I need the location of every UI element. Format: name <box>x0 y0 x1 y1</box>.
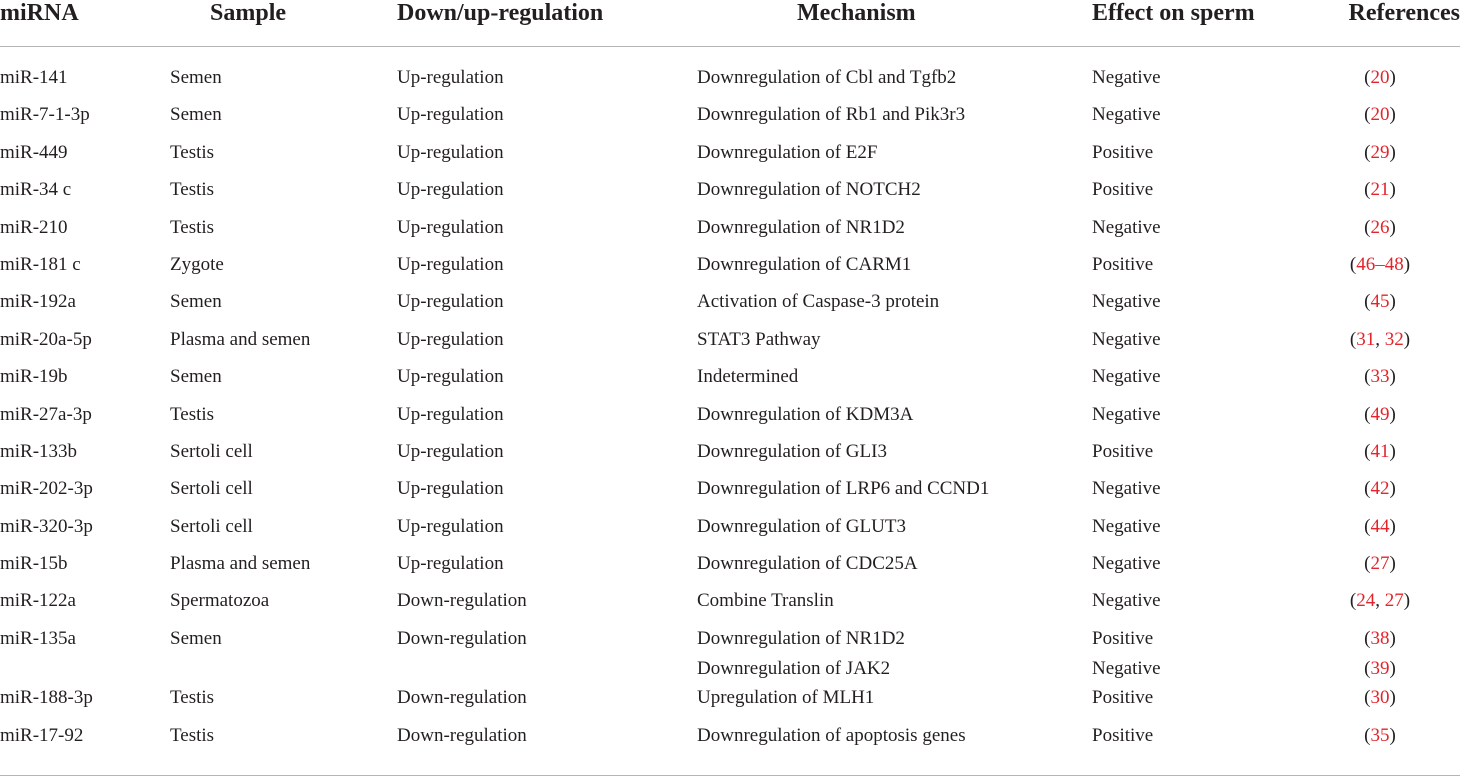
cell-mechanism <box>697 400 1092 437</box>
reference-link[interactable]: 41 <box>1370 440 1390 462</box>
cell-regulation: Down-regulation <box>397 627 527 649</box>
cell-sample: Spermatozoa <box>170 590 270 612</box>
cell-references <box>1272 624 1460 683</box>
cell-mechanism <box>697 624 1092 683</box>
cell-mirna: miR-19b <box>0 366 68 388</box>
table-row <box>0 100 1460 137</box>
reference-group: (42) <box>1364 478 1396 500</box>
cell-mirna: miR-15b <box>0 553 68 575</box>
cell-mirna: miR-202-3p <box>0 478 93 500</box>
reference-group: (20) <box>1364 104 1396 126</box>
cell-references <box>1272 437 1460 474</box>
reference-group: (20) <box>1364 67 1396 88</box>
cell-sample: Sertoli cell <box>170 515 253 537</box>
cell-regulation: Up-regulation <box>397 104 504 126</box>
cell-regulation: Up-regulation <box>397 141 504 163</box>
reference-link[interactable]: 32 <box>1384 328 1404 350</box>
cell-effect <box>1092 362 1272 399</box>
cell-sample: Semen <box>170 291 222 313</box>
cell-references <box>1272 287 1460 324</box>
reference-link[interactable]: 29 <box>1370 141 1390 163</box>
cell-mirna: miR-135a <box>0 627 76 649</box>
cell-effect <box>1092 213 1272 250</box>
cell-references <box>1272 175 1460 212</box>
table-row <box>0 512 1460 549</box>
cell-references <box>1272 362 1460 399</box>
cell-mechanism <box>697 287 1092 324</box>
cell-mirna: miR-320-3p <box>0 515 93 537</box>
cell-regulation: Down-regulation <box>397 687 527 709</box>
cell-regulation: Up-regulation <box>397 440 504 462</box>
cell-mirna: miR-122a <box>0 590 76 612</box>
mechanism-text: Downregulation of NR1D2 <box>697 627 905 649</box>
header-regulation: Down/up-regulation <box>397 0 697 47</box>
effect-text: Negative <box>1092 478 1161 500</box>
mechanism-text: Downregulation of JAK2 <box>697 657 891 679</box>
reference-link[interactable]: 26 <box>1370 216 1390 238</box>
table-row <box>0 437 1460 474</box>
cell-references <box>1272 549 1460 586</box>
reference-link[interactable]: 39 <box>1370 657 1390 679</box>
effect-text: Negative <box>1092 590 1161 612</box>
effect-text: Negative <box>1092 366 1161 388</box>
table-body <box>0 47 1460 776</box>
cell-effect <box>1092 400 1272 437</box>
table-row <box>0 138 1460 175</box>
mechanism-text: Upregulation of MLH1 <box>697 687 875 709</box>
table-row <box>0 624 1460 683</box>
effect-text: Negative <box>1092 657 1161 679</box>
cell-mirna: miR-141 <box>0 67 68 88</box>
cell-sample: Testis <box>170 179 215 201</box>
cell-sample: Semen <box>170 627 222 649</box>
header-effect: Effect on sperm <box>1092 0 1272 47</box>
mechanism-text: Indetermined <box>697 366 799 388</box>
effect-text: Negative <box>1092 67 1161 88</box>
cell-references <box>1272 213 1460 250</box>
cell-mechanism <box>697 362 1092 399</box>
header-sample: Sample <box>170 0 397 47</box>
table-row <box>0 47 1460 101</box>
cell-sample: Testis <box>170 216 215 238</box>
mechanism-text: Combine Translin <box>697 590 834 612</box>
cell-mechanism <box>697 437 1092 474</box>
cell-effect <box>1092 683 1272 720</box>
table-row <box>0 325 1460 362</box>
effect-text: Negative <box>1092 553 1161 575</box>
cell-sample: Plasma and semen <box>170 553 311 575</box>
cell-references <box>1272 138 1460 175</box>
cell-effect <box>1092 549 1272 586</box>
effect-text: Positive <box>1092 724 1154 746</box>
mechanism-text: Downregulation of GLUT3 <box>697 515 906 537</box>
cell-regulation: Up-regulation <box>397 366 504 388</box>
cell-mirna: miR-181 c <box>0 253 81 275</box>
cell-references <box>1272 683 1460 720</box>
cell-sample: Semen <box>170 67 222 88</box>
reference-group: (45) <box>1364 291 1396 313</box>
effect-text: Positive <box>1092 141 1154 163</box>
cell-references <box>1272 512 1460 549</box>
reference-link[interactable]: 20 <box>1370 67 1390 88</box>
reference-link[interactable]: 31 <box>1356 328 1376 350</box>
cell-regulation: Up-regulation <box>397 253 504 275</box>
cell-regulation: Down-regulation <box>397 721 697 776</box>
mechanism-text: Downregulation of NR1D2 <box>697 216 905 238</box>
cell-sample: Semen <box>170 104 222 126</box>
mechanism-text: Downregulation of Rb1 and Pik3r3 <box>697 104 966 126</box>
cell-regulation: Up-regulation <box>397 216 504 238</box>
cell-regulation: Up-regulation <box>397 328 504 350</box>
reference-group: (39) <box>1364 657 1396 679</box>
effect-text: Negative <box>1092 291 1161 313</box>
cell-mechanism <box>697 721 1092 776</box>
cell-sample: Plasma and semen <box>170 328 311 350</box>
cell-regulation: Up-regulation <box>397 67 504 88</box>
cell-mechanism <box>697 47 1092 101</box>
cell-mechanism <box>697 586 1092 623</box>
cell-mirna: miR-133b <box>0 440 78 462</box>
reference-link[interactable]: 42 <box>1370 478 1390 500</box>
reference-group: (49) <box>1364 403 1396 425</box>
cell-sample: Testis <box>170 141 215 163</box>
cell-sample: Semen <box>170 366 222 388</box>
effect-text: Negative <box>1092 216 1161 238</box>
cell-effect <box>1092 325 1272 362</box>
reference-link[interactable]: 44 <box>1370 515 1390 537</box>
cell-sample: Sertoli cell <box>170 440 253 462</box>
table-row <box>0 400 1460 437</box>
cell-effect <box>1092 175 1272 212</box>
table-row <box>0 549 1460 586</box>
mechanism-text: Downregulation of KDM3A <box>697 403 914 425</box>
table-row <box>0 250 1460 287</box>
cell-effect <box>1092 138 1272 175</box>
header-row <box>0 0 1460 47</box>
table-row <box>0 683 1460 720</box>
cell-mechanism <box>697 100 1092 137</box>
effect-text: Negative <box>1092 515 1161 537</box>
cell-mechanism <box>697 325 1092 362</box>
table-row <box>0 362 1460 399</box>
reference-link[interactable]: 27 <box>1384 590 1404 612</box>
cell-mirna: miR-7-1-3p <box>0 104 90 126</box>
cell-sample: Testis <box>170 721 397 776</box>
reference-group: (26) <box>1364 216 1396 238</box>
effect-text: Negative <box>1092 328 1161 350</box>
table-row <box>0 721 1460 776</box>
effect-text: Positive <box>1092 440 1154 462</box>
cell-mirna: miR-188-3p <box>0 687 93 709</box>
cell-sample: Testis <box>170 403 215 425</box>
cell-effect <box>1092 437 1272 474</box>
reference-link[interactable]: 33 <box>1370 366 1390 388</box>
mechanism-text: Downregulation of CDC25A <box>697 553 918 575</box>
cell-mechanism <box>697 213 1092 250</box>
cell-effect <box>1092 250 1272 287</box>
table-header <box>0 0 1460 47</box>
reference-link[interactable]: 46–48 <box>1356 253 1404 275</box>
mechanism-text: Activation of Caspase-3 protein <box>697 291 940 313</box>
table-row <box>0 213 1460 250</box>
cell-references <box>1272 47 1460 101</box>
cell-regulation: Up-regulation <box>397 179 504 201</box>
effect-text: Negative <box>1092 403 1161 425</box>
cell-mechanism <box>697 138 1092 175</box>
cell-effect <box>1092 512 1272 549</box>
mechanism-text: Downregulation of GLI3 <box>697 440 887 462</box>
cell-regulation: Up-regulation <box>397 478 504 500</box>
table-row <box>0 175 1460 212</box>
reference-link[interactable]: 35 <box>1370 724 1390 746</box>
reference-group: (44) <box>1364 515 1396 537</box>
cell-effect <box>1092 586 1272 623</box>
table-row <box>0 474 1460 511</box>
reference-group: (46–48) <box>1349 253 1411 275</box>
cell-mirna: miR-27a-3p <box>0 403 92 425</box>
cell-references <box>1272 100 1460 137</box>
cell-mirna: miR-210 <box>0 216 68 238</box>
cell-regulation: Up-regulation <box>397 553 504 575</box>
cell-references <box>1272 721 1460 776</box>
reference-group: (27) <box>1364 553 1396 575</box>
table-row <box>0 287 1460 324</box>
reference-group: (41) <box>1364 440 1396 462</box>
cell-effect <box>1092 47 1272 101</box>
table-row <box>0 586 1460 623</box>
cell-effect <box>1092 100 1272 137</box>
mechanism-text: Downregulation of E2F <box>697 141 878 163</box>
cell-regulation: Up-regulation <box>397 403 504 425</box>
reference-group: (30) <box>1364 687 1396 709</box>
cell-mirna: miR-449 <box>0 141 68 163</box>
mechanism-text: Downregulation of NOTCH2 <box>697 179 921 201</box>
reference-group: (31, 32) <box>1349 328 1411 350</box>
cell-mechanism <box>697 474 1092 511</box>
cell-mechanism <box>697 250 1092 287</box>
cell-mechanism <box>697 683 1092 720</box>
reference-link[interactable]: 30 <box>1370 687 1390 709</box>
cell-mechanism <box>697 175 1092 212</box>
cell-mirna: miR-17-92 <box>0 721 170 776</box>
effect-text: Positive <box>1092 179 1154 201</box>
effect-text: Positive <box>1092 627 1154 649</box>
cell-references <box>1272 400 1460 437</box>
mechanism-text: Downregulation of LRP6 and CCND1 <box>697 478 990 500</box>
effect-text: Positive <box>1092 687 1154 709</box>
cell-effect <box>1092 287 1272 324</box>
cell-mirna: miR-20a-5p <box>0 328 92 350</box>
cell-mechanism <box>697 549 1092 586</box>
reference-link[interactable]: 21 <box>1370 179 1390 201</box>
cell-effect <box>1092 624 1272 683</box>
cell-references <box>1272 586 1460 623</box>
cell-regulation: Up-regulation <box>397 291 504 313</box>
reference-group: (24, 27) <box>1349 590 1411 612</box>
reference-group: (21) <box>1364 179 1396 201</box>
reference-link[interactable]: 20 <box>1370 104 1390 126</box>
mechanism-text: Downregulation of CARM1 <box>697 253 912 275</box>
reference-group: (33) <box>1364 366 1396 388</box>
cell-sample: Zygote <box>170 253 224 275</box>
effect-text: Negative <box>1092 104 1161 126</box>
reference-link[interactable]: 49 <box>1370 403 1390 425</box>
reference-link[interactable]: 24 <box>1356 590 1376 612</box>
reference-group: (38) <box>1364 627 1396 649</box>
header-references: References <box>1272 0 1460 47</box>
reference-link[interactable]: 45 <box>1370 291 1390 313</box>
cell-references <box>1272 474 1460 511</box>
cell-sample: Testis <box>170 687 215 709</box>
cell-references <box>1272 325 1460 362</box>
cell-sample: Sertoli cell <box>170 478 253 500</box>
header-mechanism: Mechanism <box>697 0 1092 47</box>
cell-mirna: miR-34 c <box>0 179 72 201</box>
cell-effect <box>1092 474 1272 511</box>
header-mirna: miRNA <box>0 0 170 47</box>
mechanism-text: Downregulation of Cbl and Tgfb2 <box>697 67 957 88</box>
cell-mirna: miR-192a <box>0 291 76 313</box>
reference-link[interactable]: 38 <box>1370 627 1390 649</box>
cell-regulation: Up-regulation <box>397 515 504 537</box>
reference-group: (35) <box>1364 724 1396 746</box>
cell-regulation: Down-regulation <box>397 590 527 612</box>
cell-effect <box>1092 721 1272 776</box>
reference-link[interactable]: 27 <box>1370 553 1390 575</box>
cell-mechanism <box>697 512 1092 549</box>
mechanism-text: STAT3 Pathway <box>697 328 821 350</box>
reference-group: (29) <box>1364 141 1396 163</box>
cell-references <box>1272 250 1460 287</box>
mechanism-text: Downregulation of apoptosis genes <box>697 724 966 746</box>
effect-text: Positive <box>1092 253 1154 275</box>
